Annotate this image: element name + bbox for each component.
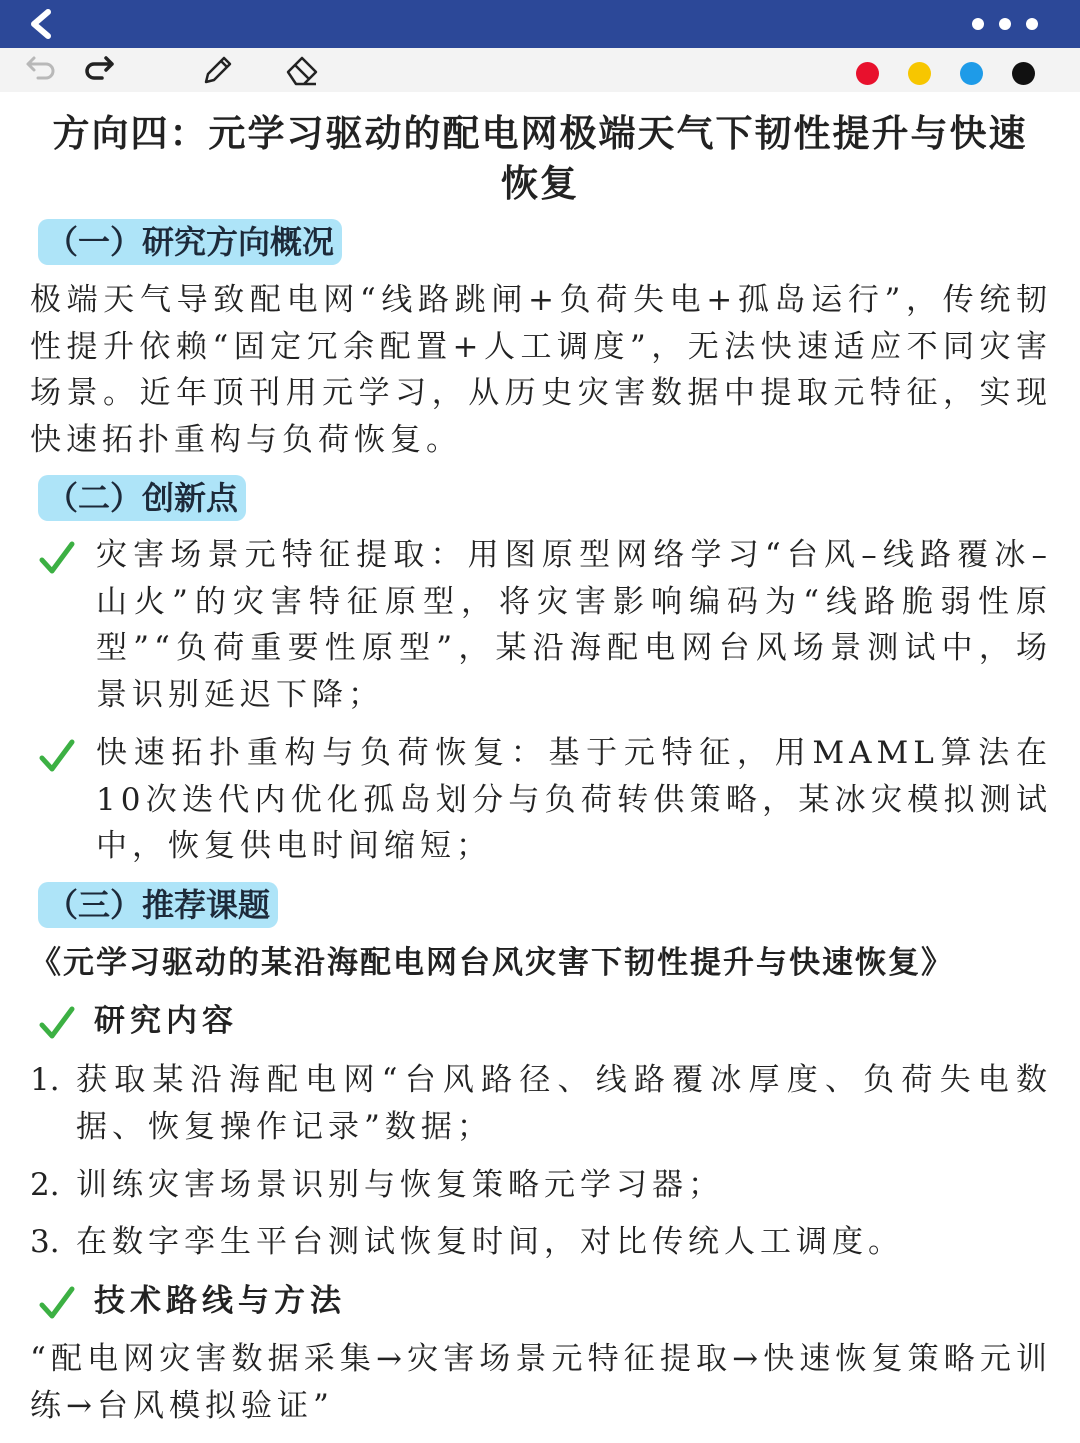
color-yellow-swatch[interactable] xyxy=(908,62,931,85)
check-icon xyxy=(38,1005,76,1041)
section-heading-topic: （三）推荐课题 xyxy=(38,882,278,928)
innovation-item: 快速拓扑重构与负荷恢复：基于元特征，用MAML算法在10次迭代内优化孤岛划分与负荷转供策略，某冰灾模拟测试中，恢复供电时间缩短； xyxy=(96,735,1052,864)
research-step: 训练灾害场景识别与恢复策略元学习器； xyxy=(76,1167,724,1203)
eraser-icon[interactable] xyxy=(284,54,318,86)
back-arrow-icon[interactable] xyxy=(22,6,62,42)
color-blue-swatch[interactable] xyxy=(960,62,983,85)
top-bar xyxy=(0,0,1080,48)
section-heading-innovation: （二）创新点 xyxy=(38,475,246,521)
color-red-swatch[interactable] xyxy=(856,62,879,85)
research-step: 获取某沿海配电网“台风路径、线路覆冰厚度、负荷失电数据、恢复操作记录”数据； xyxy=(76,1062,1052,1145)
color-black-swatch[interactable] xyxy=(1012,62,1035,85)
check-icon xyxy=(38,738,76,774)
page-title: 方向四：元学习驱动的配电网极端天气下韧性提升与快速恢复 xyxy=(52,111,1028,205)
step-number: 2. xyxy=(30,1167,60,1203)
method-paragraph: “配电网灾害数据采集→灾害场景元特征提取→快速恢复策略元训练→台风模拟验证” xyxy=(30,1341,1052,1424)
check-icon xyxy=(38,1285,76,1321)
step-number: 1. xyxy=(30,1062,60,1098)
method-heading: 技术路线与方法 xyxy=(94,1283,346,1319)
recommended-topic-title: 《元学习驱动的某沿海配电网台风灾害下韧性提升与快速恢复》 xyxy=(30,945,954,981)
overview-paragraph: 极端天气导致配电网“线路跳闸+负荷失电+孤岛运行”，传统韧性提升依赖“固定冗余配置+人工调度”，无法快速适应不同灾害场景。近年顶刊用元学习，从历史灾害数据中提取元特征，实现快速拓扑重构与负荷恢复。 xyxy=(30,282,1052,458)
section-heading-overview: （一）研究方向概况 xyxy=(38,219,342,265)
undo-icon[interactable] xyxy=(24,54,58,86)
step-number: 3. xyxy=(30,1224,60,1260)
check-icon xyxy=(38,540,76,576)
innovation-item: 灾害场景元特征提取：用图原型网络学习“台风–线路覆冰–山火”的灾害特征原型，将灾害影响编码为“线路脆弱性原型”“负荷重要性原型”，某沿海配电网台风场景测试中，场景识别延迟下降； xyxy=(96,537,1052,713)
research-step: 在数字孪生平台测试恢复时间，对比传统人工调度。 xyxy=(76,1224,904,1260)
redo-icon[interactable] xyxy=(82,54,116,86)
research-content-heading: 研究内容 xyxy=(94,1003,238,1039)
more-options-icon[interactable] xyxy=(970,16,1040,32)
pencil-icon[interactable] xyxy=(200,54,234,86)
